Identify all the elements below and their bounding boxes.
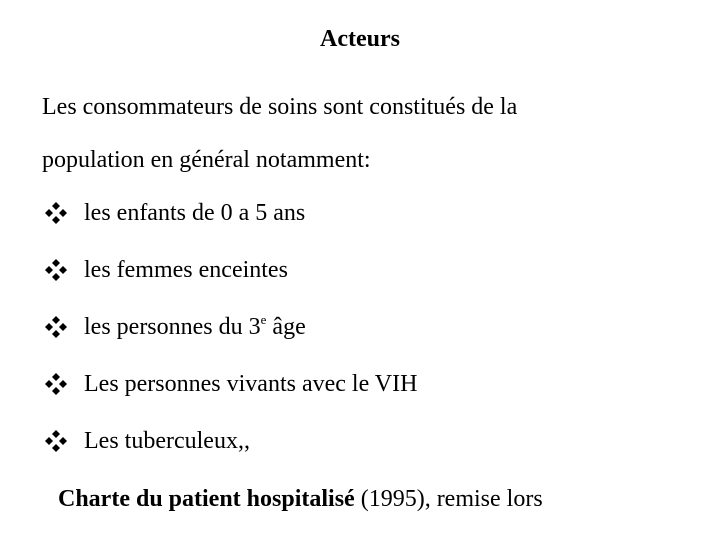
four-diamond-icon [44, 315, 68, 339]
intro-line-2: population en général notamment: [42, 147, 371, 173]
bullet-text: Les tuberculeux,, [84, 428, 250, 454]
bullet-text [84, 312, 306, 342]
bullet-text: les femmes enceintes [84, 257, 288, 283]
four-diamond-icon [44, 201, 68, 225]
bullet-item [44, 198, 305, 228]
bullet-item [44, 426, 250, 456]
footer-citation [58, 484, 543, 514]
bullet-item [44, 312, 306, 342]
bullet-text: Les personnes vivants avec le VIH [84, 371, 418, 397]
bullet-item [44, 255, 288, 285]
four-diamond-icon [44, 258, 68, 282]
bullet-text: les enfants de 0 a 5 ans [84, 200, 306, 226]
four-diamond-icon [44, 372, 68, 396]
ordinal-superscript: e [260, 312, 267, 327]
footer-bold-title: Charte du patient hospitalisé [58, 486, 355, 512]
bullet-item [44, 369, 417, 399]
slide-title: Acteurs [320, 26, 400, 52]
bullet-text-before: les personnes du 3 [84, 314, 261, 340]
bullet-text-after: âge [266, 314, 306, 340]
footer-normal-text: (1995), remise lors [354, 486, 543, 512]
four-diamond-icon [44, 429, 68, 453]
intro-line-1: Les consommateurs de soins sont constitués de la [42, 94, 518, 120]
